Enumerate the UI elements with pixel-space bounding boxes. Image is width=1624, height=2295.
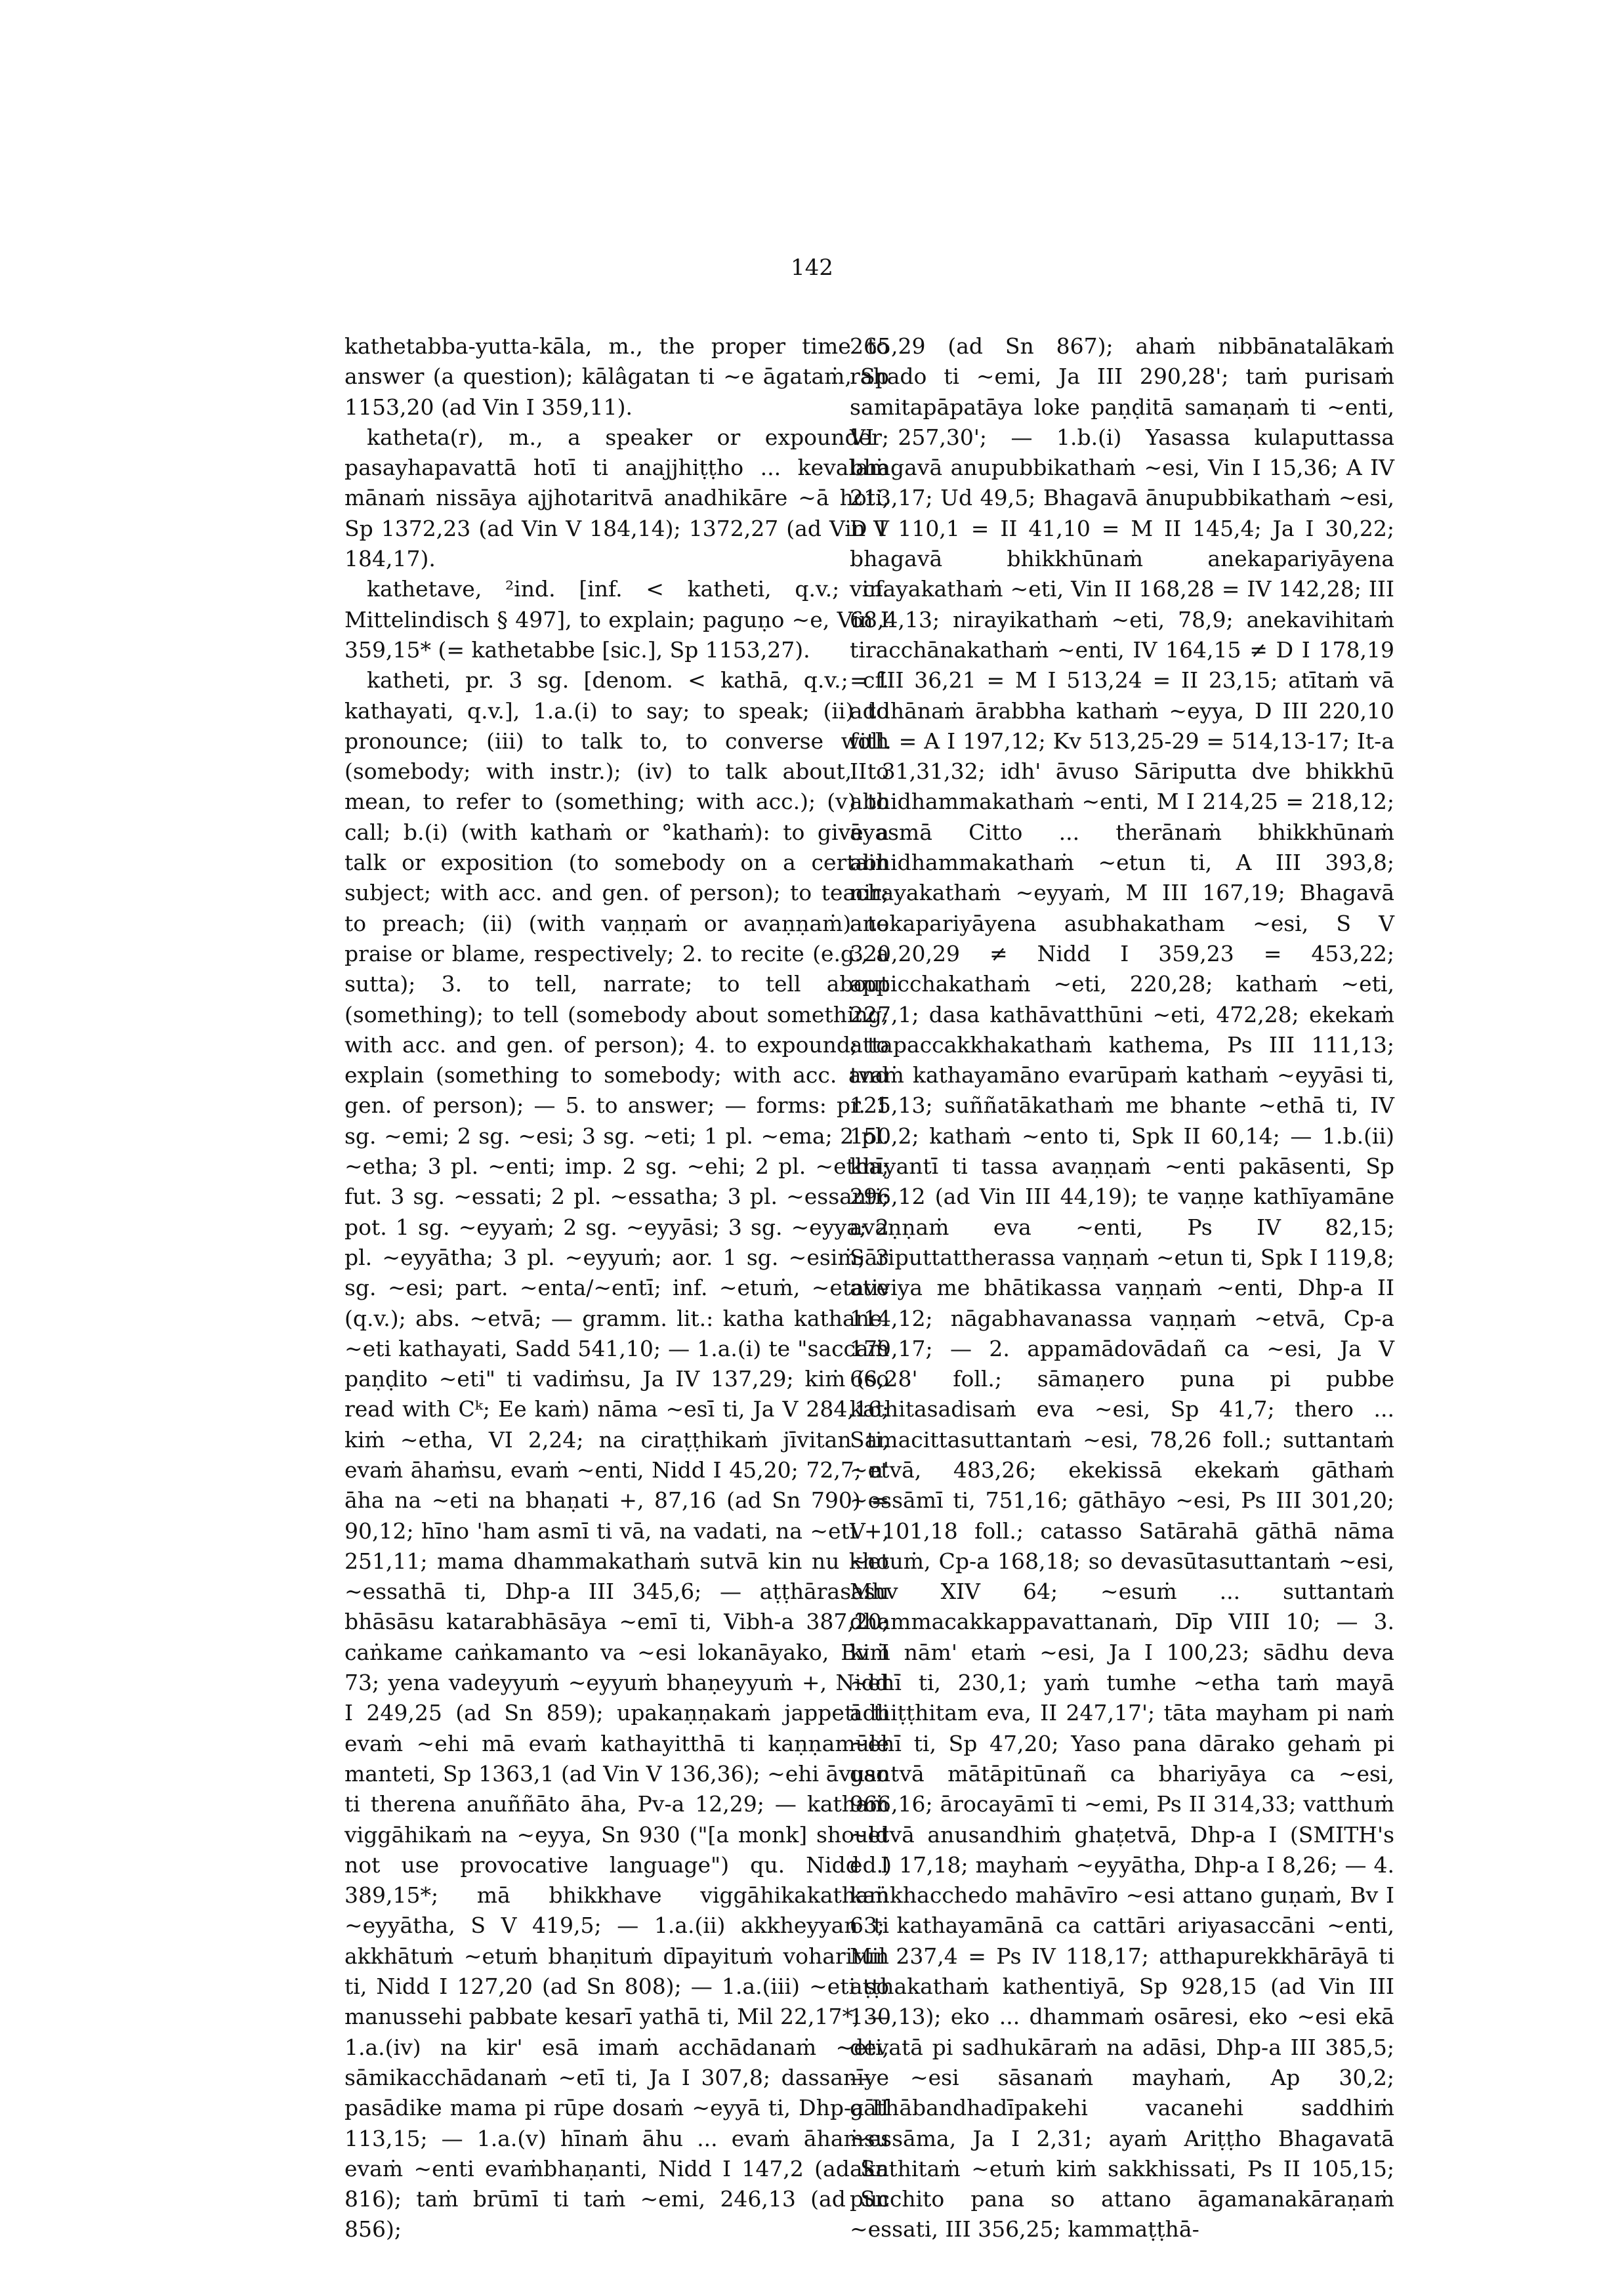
page-number: 142 bbox=[791, 255, 833, 281]
left-column bbox=[344, 331, 889, 2245]
entry-kathetave: kathetave, ²ind. [inf. < katheti, q.v.; cf. Mittelindisch § 497], to explain; paguṇo ~e, Vin I 359,15* (= kathetabbe [sic.], Sp 1153,27). bbox=[344, 576, 889, 663]
entry-katheti-continued: 265,29 (ad Sn 867); ahaṁ nibbānatalākaṁ rahado ti ~emi, Ja III 290,28'; taṁ purisaṁ samitapāpatāya loke paṇḍitā samaṇaṁ ti ~enti, VI 257,30'; — 1.b.(i) Yasassa kulaputtassa bhagavā anupubbikathaṁ ~esi, Vin I 15,36; A IV 213,17; Ud 49,5; Bhagavā ānupubbikathaṁ ~esi, D I 110,1 = II 41,10 = M II 145,4; Ja I 30,22; bhagavā bhikkhūnaṁ anekapariyāyena vinayakathaṁ ~eti, Vin II 168,28 = IV 142,28; III 68,4,13; nirayikathaṁ ~eti, 78,9; anekavihitaṁ tiracchānakathaṁ ~enti, IV 164,15 ≠ D I 178,19 = III 36,21 = M I 513,24 = II 23,15; atītaṁ vā addhānaṁ ārabbha kathaṁ ~eyya, D III 220,10 foll. = A I 197,12; Kv 513,25-29 = 514,13-17; It-a II 31,31,32; idh' āvuso Sāriputta dve bhikkhū abhidhammakathaṁ ~enti, M I 214,25 = 218,12; āyasmā Citto ... therānaṁ bhikkhūnaṁ abhidhammakathaṁ ~etun ti, A III 393,8; nirayakathaṁ ~eyyaṁ, M III 167,19; Bhagavā anekapariyāyena asubhakatham ~esi, S V 320,20,29 ≠ Nidd I 359,23 = 453,22; appicchakathaṁ ~eti, 220,28; kathaṁ ~eti, 227,1; dasa kathāvatthūni ~eti, 472,28; ekekaṁ attapaccakkhakathaṁ kathema, Ps III 111,13; tvaṁ kathayamāno evarūpaṁ kathaṁ ~eyyāsi ti, 125,13; suññatākathaṁ me bhante ~ethā ti, IV 150,2; kathaṁ ~ento ti, Spk II 60,14; — 1.b.(ii) khīyantī ti tassa avaṇṇaṁ ~enti pakāsenti, Sp 296,12 (ad Vin III 44,19); te vaṇṇe kathīyamāne avaṇṇaṁ eva ~enti, Ps IV 82,15; Sāriputtattherassa vaṇṇaṁ ~etun ti, Spk I 119,8; ativiya me bhātikassa vaṇṇaṁ ~enti, Dhp-a II 114,12; nāgabhavanassa vaṇṇaṁ ~etvā, Cp-a 179,17; — 2. appamādovādañ ca ~esi, Ja V 66,28' foll.; sāmaṇero puna pi pubbe kathitasadisaṁ eva ~esi, Sp 41,7; thero ... Samacittasuttantaṁ ~esi, 78,26 foll.; suttantaṁ ~etvā, 483,26; ekekissā ekekaṁ gāthaṁ ~essāmī ti, 751,16; gāthāyo ~esi, Ps III 301,20; V 101,18 foll.; catasso Satārahā gāthā nāma ~etuṁ, Cp-a 168,18; so devasūtasuttantaṁ ~esi, Mhv XIV 64; ~esuṁ ... suttantaṁ dhammacakkappavattanaṁ, Dīp VIII 10; — 3. kiṁ nām' etaṁ ~esi, Ja I 100,23; sādhu deva ~ehī ti, 230,1; yaṁ tumhe ~etha taṁ mayā adhiṭṭhitam eva, II 247,17'; tāta mayham pi naṁ ~ehī ti, Sp 47,20; Yaso pana dārako gehaṁ pi gantvā mātāpitūnañ ca bhariyāya ca ~esi, 966,16; ārocayāmī ti ~emi, Ps II 314,33; vatthuṁ ~etvā anusandhiṁ ghaṭetvā, Dhp-a I (SMITH's ed.) 17,18; mayhaṁ ~eyyātha, Dhp-a I 8,26; — 4. kaṅkhacchedo mahāvīro ~esi attano guṇaṁ, Bv I 63; kathayamānā ca cattāri ariyasaccāni ~enti, Mil 237,4 = Ps IV 118,17; atthapurekkhārāyā ti aṭṭhakathaṁ kathentiyā, Sp 928,15 (ad Vin III 130,13); eko ... dhammaṁ osāresi, eko ~esi ekā devatā pi sadhukāraṁ na adāsi, Dhp-a III 385,5; — ~esi sāsanaṁ mayhaṁ, Ap 30,2; gāthābandhadīpakehi vacanehi saddhiṁ ~essāma, Ja I 2,31; ayaṁ Ariṭṭho Bhagavatā akathitaṁ ~etuṁ kiṁ sakkhissati, Ps II 105,15; pucchito pana so attano āgamanakāraṇaṁ ~essati, III 356,25; kammaṭṭhā- bbox=[850, 333, 1394, 2243]
entry-katheta: katheta(r), m., a speaker or expounder; pasayhapavattā hotī ti anajjhiṭṭho ... kevalaṁ mānaṁ nissāya ajjhotaritvā anadhikāre ~ā hoti, Sp 1372,23 (ad Vin V 184,14); 1372,27 (ad Vin V 184,17). bbox=[344, 424, 889, 572]
entry-katheti: katheti, pr. 3 sg. [denom. < kathā, q.v.; cf. kathayati, q.v.], 1.a.(i) to say; to speak; (ii) to pronounce; (iii) to talk to, to converse with (somebody; with instr.); (iv) to talk about, to mean, to refer to (something; with acc.); (v) to call; b.(i) (with kathaṁ or °kathaṁ): to give a talk or exposition (to somebody on a certain subject; with acc. and gen. of person); to teach; to preach; (ii) (with vaṇṇaṁ or avaṇṇaṁ) to praise or blame, respectively; 2. to recite (e.g., a sutta); 3. to tell, narrate; to tell about (something); to tell (somebody about something; with acc. and gen. of person); 4. to expound; to explain (something to somebody; with acc. and gen. of person); — 5. to answer; — forms: pr. 1 sg. ~emi; 2 sg. ~esi; 3 sg. ~eti; 1 pl. ~ema; 2 pl. ~etha; 3 pl. ~enti; imp. 2 sg. ~ehi; 2 pl. ~etha; fut. 3 sg. ~essati; 2 pl. ~essatha; 3 pl. ~essanti; pot. 1 sg. ~eyyaṁ; 2 sg. ~eyyāsi; 3 sg. ~eyya; 2 pl. ~eyyātha; 3 pl. ~eyyuṁ; aor. 1 sg. ~esiṁ; 3 sg. ~esi; part. ~enta/~entī; inf. ~etuṁ, ~etave (q.v.); abs. ~etvā; — gramm. lit.: katha kathane. ~eti kathayati, Sadd 541,10; — 1.a.(i) te "saccaṁ paṇḍito ~eti" ti vadiṁsu, Ja IV 137,29; kiṁ (so read with Cᵏ; Ee kaṁ) nāma ~esī ti, Ja V 284,16; kiṁ ~etha, VI 2,24; na ciraṭṭhikaṁ jīvitan ti, evaṁ āhaṁsu, evaṁ ~enti, Nidd I 45,20; 72,7; n' āha na ~eti na bhaṇati +, 87,16 (ad Sn 790) = 90,12; hīno 'ham asmī ti vā, na vadati, na ~eti +, 251,11; mama dhammakathaṁ sutvā kin nu kho ~essathā ti, Dhp-a III 345,6; — aṭṭhārasasu bhāsāsu katarabhāsāya ~emī ti, Vibh-a 387,20; caṅkame caṅkamanto va ~esi lokanāyako, Bv I 73; yena vadeyyuṁ ~eyyuṁ bhaṇeyyuṁ +, Nidd I 249,25 (ad Sn 859); upakaṇṇakaṁ jappetī ti evaṁ ~ehi mā evaṁ kathayitthā ti kaṇṇamūle manteti, Sp 1363,1 (ad Vin V 136,36); ~ehi āvuso ti therena anuññāto āha, Pv-a 12,29; — kathaṁ viggāhikaṁ na ~eyya, Sn 930 ("[a monk] should not use provocative language") qu. Nidd I 389,15*; mā bhikkhave viggāhikakathaṁ ~eyyātha, S V 419,5; — 1.a.(ii) akkheyyan ti akkhātuṁ ~etuṁ bhaṇituṁ dīpayituṁ voharitun ti, Nidd I 127,20 (ad Sn 808); — 1.a.(iii) ~eti so manussehi pabbate kesarī yathā ti, Mil 22,17*; — 1.a.(iv) na kir' esā imaṁ acchādanaṁ ~eti, sāmikacchādanaṁ ~etī ti, Ja I 307,8; dassanīye pasādike mama pi rūpe dosaṁ ~eyyā ti, Dhp-a II 113,15; — 1.a.(v) hīnaṁ āhu ... evaṁ āhaṁsu evaṁ ~enti evaṁbhaṇanti, Nidd I 147,2 (ad Sn 816); taṁ brūmī ti taṁ ~emi, 246,13 (ad Sn 856); bbox=[344, 667, 889, 2243]
right-column bbox=[850, 331, 1394, 2245]
entry-kathetabba-yutta-kala: kathetabba-yutta-kāla, m., the proper time to answer (a question); kālâgatan ti ~e āgataṁ, Sp 1153,20 (ad Vin I 359,11). bbox=[344, 333, 889, 420]
